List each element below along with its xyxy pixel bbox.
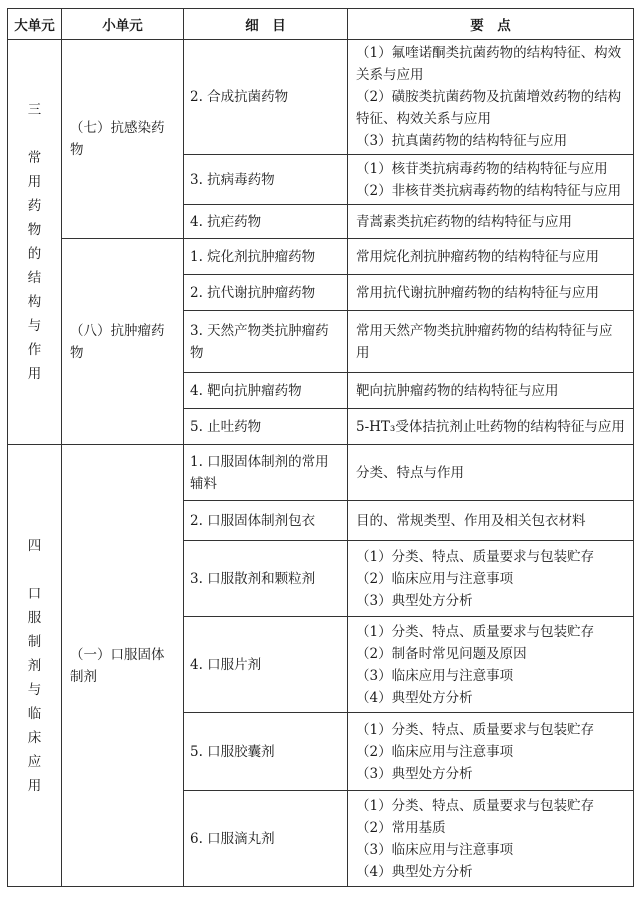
header-points: 要 点	[348, 9, 634, 40]
detail-item: 1. 口服固体制剂的常用辅料	[184, 445, 348, 501]
table-row	[8, 239, 634, 275]
detail-item: 5. 止吐药物	[184, 409, 348, 445]
key-points: （1）分类、特点、质量要求与包装贮存 （2）制备时常见问题及原因 （3）临床应用与注意事项 （4）典型处方分析	[348, 617, 634, 713]
detail-item: 3. 天然产物类抗肿瘤药物	[184, 311, 348, 373]
key-points: 常用天然产物类抗肿瘤药物的结构特征与应用	[348, 311, 634, 373]
key-points: 5-HT₃受体拮抗剂止吐药物的结构特征与应用	[348, 409, 634, 445]
detail-item: 1. 烷化剂抗肿瘤药物	[184, 239, 348, 275]
sub-unit-anti-infective: （七）抗感染药物	[62, 40, 184, 239]
detail-item: 2. 抗代谢抗肿瘤药物	[184, 275, 348, 311]
table-row	[8, 40, 634, 155]
key-points: 目的、常规类型、作用及相关包衣材料	[348, 501, 634, 541]
key-points: 青蒿素类抗疟药物的结构特征与应用	[348, 205, 634, 239]
key-points: （1）氟喹诺酮类抗菌药物的结构特征、构效关系与应用 （2）磺胺类抗菌药物及抗菌增效药物的结构特征、构效关系与应用 （3）抗真菌药物的结构特征与应用	[348, 40, 634, 155]
sub-unit-antitumor: （八）抗肿瘤药物	[62, 239, 184, 445]
key-points: （1）核苷类抗病毒药物的结构特征与应用 （2）非核苷类抗病毒药物的结构特征与应用	[348, 155, 634, 205]
key-points: 分类、特点与作用	[348, 445, 634, 501]
detail-item: 3. 口服散剂和颗粒剂	[184, 541, 348, 617]
detail-item: 6. 口服滴丸剂	[184, 791, 348, 887]
detail-item: 4. 口服片剂	[184, 617, 348, 713]
sub-unit-oral-solid: （一）口服固体制剂	[62, 445, 184, 887]
key-points: （1）分类、特点、质量要求与包装贮存 （2）临床应用与注意事项 （3）典型处方分析	[348, 541, 634, 617]
detail-item: 2. 合成抗菌药物	[184, 40, 348, 155]
key-points: （1）分类、特点、质量要求与包装贮存 （2）临床应用与注意事项 （3）典型处方分析	[348, 713, 634, 791]
header-sub-unit: 小单元	[62, 9, 184, 40]
detail-item: 2. 口服固体制剂包衣	[184, 501, 348, 541]
header-detail: 细 目	[184, 9, 348, 40]
key-points: （1）分类、特点、质量要求与包装贮存 （2）常用基质 （3）临床应用与注意事项 （4）典型处方分析	[348, 791, 634, 887]
detail-item: 3. 抗病毒药物	[184, 155, 348, 205]
header-big-unit: 大单元	[8, 9, 62, 40]
big-unit-4: 四 口 服 制 剂 与 临 床 应 用	[8, 445, 62, 887]
header-row	[8, 9, 634, 40]
key-points: 常用抗代谢抗肿瘤药物的结构特征与应用	[348, 275, 634, 311]
big-unit-3: 三 常 用 药 物 的 结 构 与 作 用	[8, 40, 62, 445]
key-points: 靶向抗肿瘤药物的结构特征与应用	[348, 373, 634, 409]
detail-item: 5. 口服胶囊剂	[184, 713, 348, 791]
detail-item: 4. 靶向抗肿瘤药物	[184, 373, 348, 409]
table-row	[8, 445, 634, 501]
detail-item: 4. 抗疟药物	[184, 205, 348, 239]
syllabus-table	[7, 8, 634, 887]
key-points: 常用烷化剂抗肿瘤药物的结构特征与应用	[348, 239, 634, 275]
